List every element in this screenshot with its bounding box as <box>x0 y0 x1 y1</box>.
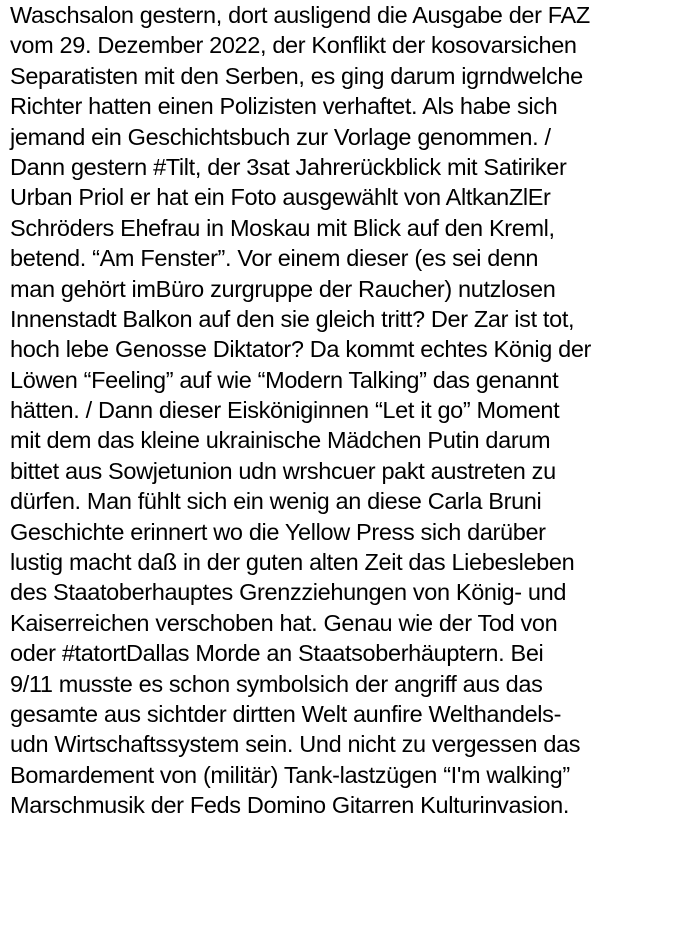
text-line-18: Geschichte erinnert wo die Yellow Press sich darüber <box>10 518 546 545</box>
text-line-5: jemand ein Geschichtsbuch zur Vorlage genommen. / <box>10 123 551 150</box>
text-line-24: gesamte aus sichtder dirtten Welt aunfire Welthandels- <box>10 700 562 727</box>
text-line-27: Marschmusik der Feds Domino Gitarren Kulturinvasion. <box>10 792 570 819</box>
text-line-2: vom 29. Dezember 2022, der Konflikt der kosovarsichen <box>10 32 577 59</box>
text-line-23: 9/11 musste es schon symbolsich der angriff aus das <box>10 670 543 697</box>
text-line-10: man gehört imBüro zurgruppe der Raucher) nutzlosen <box>10 275 556 302</box>
text-line-19: lustig macht daß in der guten alten Zeit das Liebesleben <box>10 549 575 576</box>
text-line-6: Dann gestern #Tilt, der 3sat Jahrerückblick mit Satiriker <box>10 153 567 180</box>
text-line-11: Innenstadt Balkon auf den sie gleich tritt? Der Zar ist tot, <box>10 305 575 332</box>
text-line-13: Löwen “Feeling” auf wie “Modern Talking” das genannt <box>10 366 559 393</box>
text-line-21: Kaiserreichen verschoben hat. Genau wie der Tod von <box>10 609 558 636</box>
text-line-3: Separatisten mit den Serben, es ging darum igrndwelche <box>10 62 583 89</box>
text-line-15: mit dem das kleine ukrainische Mädchen Putin darum <box>10 427 551 454</box>
text-line-1: Waschsalon gestern, dort ausligend die Ausgabe der FAZ <box>10 2 590 28</box>
text-line-4: Richter hatten einen Polizisten verhaftet. Als habe sich <box>10 93 558 120</box>
text-line-12: hoch lebe Genosse Diktator? Da kommt echtes König der <box>10 336 592 363</box>
text-line-22: oder #tatortDallas Morde an Staatsoberhäuptern. Bei <box>10 640 544 667</box>
text-line-14: hätten. / Dann dieser Eisköniginnen “Let it go” Moment <box>10 397 560 424</box>
text-line-20: des Staatoberhauptes Grenzziehungen von König- und <box>10 579 567 606</box>
text-line-8: Schröders Ehefrau in Moskau mit Blick auf den Kreml, <box>10 214 555 241</box>
text-line-25: udn Wirtschaftssystem sein. Und nicht zu vergessen das <box>10 731 581 758</box>
text-line-26: Bomardement von (militär) Tank-lastzügen “I'm walking” <box>10 761 570 788</box>
text-line-7: Urban Priol er hat ein Foto ausgewählt von AltkanZlEr <box>10 184 551 211</box>
text-line-16: bittet aus Sowjetunion udn wrshcuer pakt austreten zu <box>10 457 556 484</box>
text-line-9: betend. “Am Fenster”. Vor einem dieser (es sei denn <box>10 245 539 272</box>
text-line-17: dürfen. Man fühlt sich ein wenig an diese Carla Bruni <box>10 488 542 515</box>
document-page <box>10 0 682 821</box>
